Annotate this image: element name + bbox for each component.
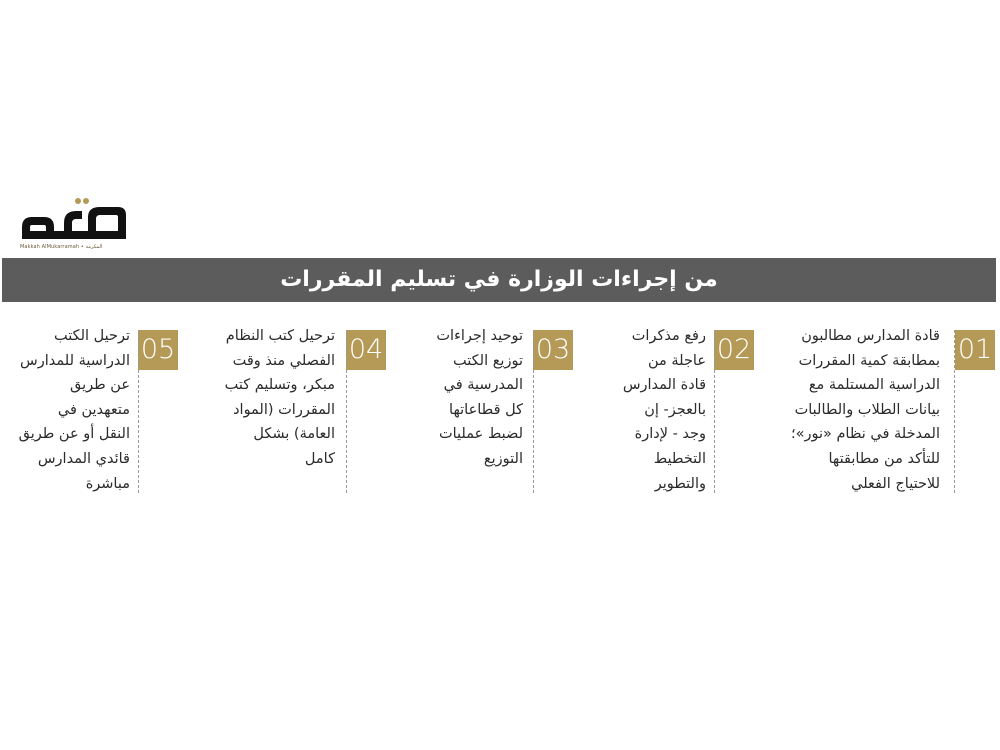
step-line: قائدي المدارس bbox=[37, 450, 130, 467]
step-line: التوزيع bbox=[483, 450, 523, 467]
step-number-badge: 03 bbox=[533, 330, 573, 370]
step-line: العامة) بشكل bbox=[253, 426, 335, 443]
step-line: كامل bbox=[304, 450, 335, 467]
step-text bbox=[405, 324, 523, 472]
step-line: التخطيط bbox=[653, 450, 706, 467]
step-divider bbox=[138, 330, 139, 493]
step-number-badge: 04 bbox=[346, 330, 386, 370]
step-divider bbox=[714, 330, 715, 493]
step-line: بيانات الطلاب والطالبات bbox=[794, 401, 940, 418]
step-line: المدرسية في bbox=[443, 377, 523, 394]
step-line: رفع مذكرات bbox=[631, 328, 706, 344]
step-line: توزيع الكتب bbox=[453, 352, 523, 369]
step-text bbox=[4, 324, 130, 496]
step-line: كل قطاعاتها bbox=[449, 401, 523, 418]
step-divider bbox=[346, 330, 347, 493]
step-number-badge: 02 bbox=[714, 330, 754, 370]
step-line: توحيد إجراءات bbox=[436, 328, 523, 344]
title-bar bbox=[2, 258, 996, 302]
step-line: الفصلي منذ وقت bbox=[232, 352, 335, 369]
step-line: بمطابقة كمية المقررات bbox=[798, 352, 940, 369]
step-text bbox=[590, 324, 706, 496]
step-line: مبكر، وتسليم كتب bbox=[224, 377, 335, 394]
logo bbox=[18, 197, 130, 259]
step-number-badge: 01 bbox=[955, 330, 995, 370]
step-line: بالعجز- إن bbox=[644, 401, 706, 418]
step-line: مباشرة bbox=[85, 475, 130, 492]
step-line: الدراسية المستلمة مع bbox=[808, 377, 940, 394]
step-number-badge: 05 bbox=[138, 330, 178, 370]
step-line: قادة المدارس bbox=[622, 377, 706, 394]
step-line: عن طريق bbox=[70, 377, 130, 394]
makkah-logo-icon bbox=[18, 197, 130, 243]
logo-caption: Makkah AlMukarramah • المكرمة bbox=[20, 244, 103, 250]
step-line: قادة المدارس مطالبون bbox=[801, 328, 940, 344]
step-line: للتأكد من مطابقتها bbox=[828, 450, 940, 467]
step-line: المدخلة في نظام «نور»؛ bbox=[790, 426, 940, 443]
step-line: وجد - لإدارة bbox=[634, 426, 706, 443]
steps-row bbox=[0, 320, 1000, 510]
step-line: والتطوير bbox=[654, 475, 706, 492]
step-line: ترحيل كتب النظام bbox=[225, 328, 335, 344]
step-line: المقررات (المواد bbox=[233, 401, 335, 418]
step-text bbox=[780, 324, 940, 496]
step-line: للاحتياج الفعلي bbox=[851, 475, 940, 492]
step-divider bbox=[533, 330, 534, 493]
step-text bbox=[185, 324, 335, 472]
step-divider bbox=[954, 330, 955, 493]
step-line: عاجلة من bbox=[647, 352, 706, 369]
page-title: من إجراءات الوزارة في تسليم المقررات bbox=[280, 267, 718, 292]
step-line: لضبط عمليات bbox=[438, 426, 523, 443]
step-line: ترحيل الكتب bbox=[53, 328, 130, 344]
step-line: متعهدين في bbox=[57, 401, 130, 418]
step-line: الدراسية للمدارس bbox=[20, 352, 130, 369]
step-line: النقل أو عن طريق bbox=[18, 426, 130, 443]
